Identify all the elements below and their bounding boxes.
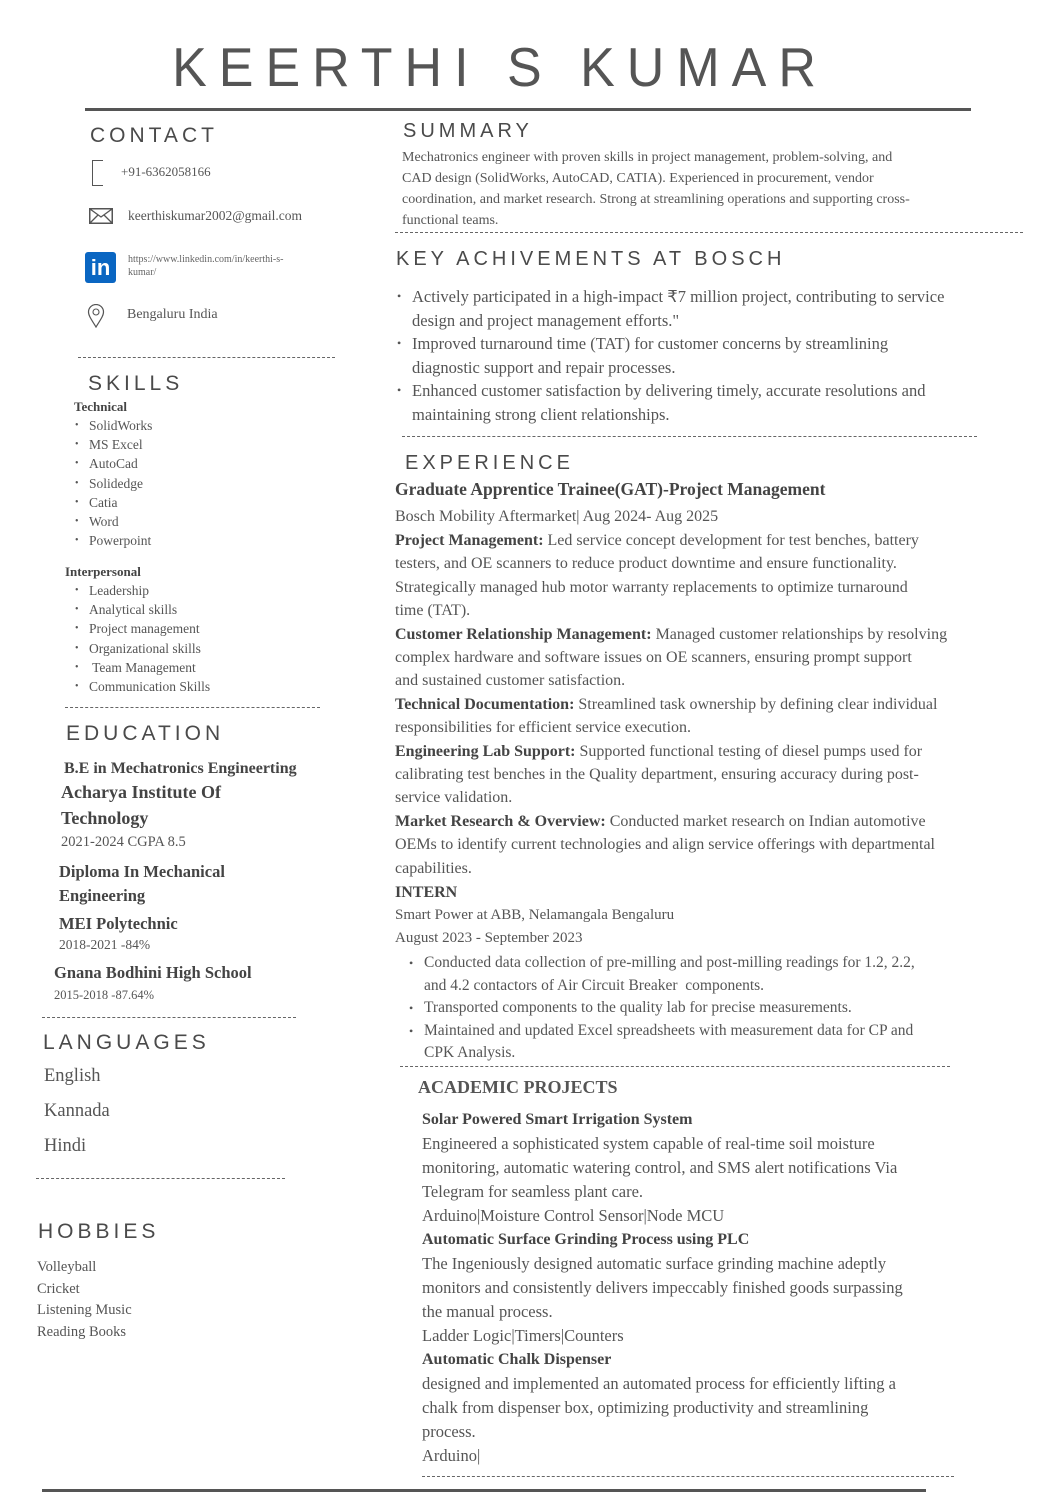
skill-item: • AutoCad — [73, 454, 152, 473]
experience-entry: Project Management: Led service concept development for test benches, battery testers, and OE scanners to reduce product downtime and ensure functionality. Strategically managed hub motor warranty replacements to optimize turnaround time (TAT). — [395, 532, 919, 620]
project-tags: Arduino| — [422, 1446, 481, 1465]
projects-heading: ACADEMIC PROJECTS — [418, 1077, 618, 1097]
education-heading: EDUCATION — [66, 722, 225, 745]
linkedin-url-line2: kumar/ — [128, 267, 157, 278]
phone-number: +91-6362058166 — [121, 164, 211, 179]
candidate-name: KEERTHI S KUMAR — [172, 37, 828, 99]
hobby-item: Volleyball — [37, 1259, 97, 1275]
section-divider — [78, 357, 335, 358]
hobbies-heading: HOBBIES — [38, 1220, 160, 1243]
entry-label: Technical Documentation: — [395, 695, 575, 713]
experience-details — [395, 529, 1020, 880]
location-text: Bengaluru India — [127, 307, 218, 322]
section-divider — [422, 1476, 954, 1477]
high-school: Gnana Bodhini High School — [54, 963, 252, 982]
section-divider — [42, 1017, 296, 1018]
intern-duty-item: • Conducted data collection of pre-milling and post-milling readings for 1.2, 2.2, and 4.2 contactors of Air Circuit Breaker components. — [408, 952, 1008, 997]
summary-text — [402, 147, 1022, 231]
skill-item: • SolidWorks — [73, 416, 152, 435]
be-degree: B.E in Mechatronics Engineerting — [64, 760, 297, 777]
language-item: Kannada — [44, 1101, 110, 1121]
achievements-heading: KEY ACHIVEMENTS AT BOSCH — [396, 248, 786, 270]
skill-item: • Leadership — [73, 581, 210, 600]
intern-dates: August 2023 - September 2023 — [395, 930, 583, 946]
experience-entry: Engineering Lab Support: Supported functional testing of diesel pumps used for calibrating test benches in the Quality department, ensuring accuracy during post- service validation. — [395, 742, 923, 807]
intern-duty-item: • Maintained and updated Excel spreadsheets with measurement data for CP and CPK Analysis. — [408, 1020, 1008, 1065]
experience-entry: Technical Documentation: Streamlined task ownership by defining clear individual responsibilities for efficient service execution. — [395, 695, 938, 737]
skill-item: • Team Management — [73, 658, 210, 677]
achievement-item: • Actively participated in a high-impact ₹7 million project, contributing to service design and project management efforts." — [396, 285, 1016, 332]
contact-heading: CONTACT — [90, 124, 218, 147]
intern-company: Smart Power at ABB, Nelamangala Bengaluru — [395, 907, 675, 923]
project-item: Automatic Surface Grinding Process using PLC The Ingeniously designed automatic surface grinding machine adeptly monitors and consistently delivers impeccably finished goods surpassing the manual process. Ladder Logic|Timers|Counters — [422, 1228, 1012, 1348]
diploma-school: MEI Polytechnic — [59, 914, 178, 933]
entry-label: Project Management: — [395, 532, 544, 549]
summary-line: CAD design (SolidWorks, AutoCAD, CATIA). Experienced in procurement, vendor — [402, 171, 874, 186]
technical-skills-list — [73, 416, 152, 550]
achievements-list — [396, 285, 1016, 426]
summary-line: functional teams. — [402, 213, 499, 228]
hobbies-list — [37, 1257, 132, 1343]
summary-line: Mechatronics engineer with proven skills in project management, problem-solving, and — [402, 150, 893, 165]
interpersonal-skills-label: Interpersonal — [65, 564, 141, 579]
entry-label: Market Research & Overview: — [395, 812, 606, 830]
contact-email — [89, 208, 302, 229]
hobby-item: Reading Books — [37, 1323, 127, 1340]
project-item: Solar Powered Smart Irrigation System Engineered a sophisticated system capable of real-time soil moisture monitoring, automatic watering control, and SMS alert notifications Via Telegram for seamless plant care. Arduino|Moisture Control Sensor|Node MCU — [422, 1108, 1012, 1228]
skill-item: • Solidedge — [73, 474, 152, 493]
experience-heading: EXPERIENCE — [405, 452, 574, 474]
job-company: Bosch Mobility Aftermarket| Aug 2024- Aug 2025 — [395, 508, 719, 525]
language-item: Hindi — [44, 1136, 87, 1156]
skills-heading: SKILLS — [88, 372, 184, 395]
skill-item: • Analytical skills — [73, 600, 210, 619]
skill-item: • Project management — [73, 619, 210, 638]
project-item: Automatic Chalk Dispenser designed and implemented an automated process for efficiently lifting a chalk from dispenser box, optimizing productivity and streamlining process. Arduino| — [422, 1348, 1012, 1468]
entry-label: Engineering Lab Support: — [395, 742, 576, 760]
summary-heading: SUMMARY — [403, 120, 533, 142]
section-divider — [36, 1178, 285, 1179]
be-school-line1: Acharya Institute Of — [61, 782, 221, 802]
linkedin-icon: in — [85, 252, 116, 283]
linkedin-link[interactable] — [128, 253, 283, 279]
header-divider — [85, 108, 971, 111]
project-tags: Arduino|Moisture Control Sensor|Node MCU — [422, 1206, 725, 1225]
skill-item: • Word — [73, 512, 152, 531]
projects-list — [422, 1108, 1012, 1468]
section-divider — [395, 232, 1023, 233]
skill-item: • Powerpoint — [73, 531, 152, 550]
contact-linkedin — [85, 252, 283, 283]
achievement-item: • Enhanced customer satisfaction by delivering timely, accurate resolutions and maintaining strong client relationships. — [396, 379, 1016, 426]
technical-skills-label: Technical — [74, 399, 127, 414]
contact-phone — [92, 160, 211, 186]
project-name: Solar Powered Smart Irrigation System — [422, 1111, 693, 1128]
hobby-item: Cricket — [37, 1280, 80, 1297]
section-divider — [65, 707, 320, 708]
project-name: Automatic Surface Grinding Process using PLC — [422, 1231, 750, 1248]
summary-line: coordination, and market research. Strong at streamlining operations and supporting cross- — [402, 192, 910, 207]
linkedin-url-line1: https://www.linkedin.com/in/keerthi-s- — [128, 254, 284, 265]
phone-icon — [92, 160, 103, 186]
achievement-item: • Improved turnaround time (TAT) for customer concerns by streamlining diagnostic support and repair processes. — [396, 332, 1016, 379]
location-pin-icon — [87, 304, 105, 333]
diploma-line2: Engineering — [59, 886, 146, 905]
hobby-item: Listening Music — [37, 1302, 132, 1318]
intern-title: INTERN — [395, 884, 458, 901]
diploma-years: 2018-2021 -84% — [59, 937, 151, 952]
skill-item: • Catia — [73, 493, 152, 512]
email-link[interactable]: keerthiskumar2002@gmail.com — [128, 208, 303, 223]
be-school-line2: Technology — [61, 808, 149, 828]
section-divider — [400, 1066, 950, 1067]
job-title: Graduate Apprentice Trainee(GAT)-Project Management — [395, 479, 826, 499]
interpersonal-skills-list — [73, 581, 210, 696]
experience-entry: Market Research & Overview: Conducted market research on Indian automotive OEMs to identify current technologies and align service offerings with departmental capabilities. — [395, 812, 935, 877]
footer-divider — [42, 1489, 926, 1492]
language-item: English — [44, 1066, 101, 1086]
experience-entry: Customer Relationship Management: Managed customer relationships by resolving complex hardware and software issues on OE scanners, ensuring prompt support and sustained customer satisfaction. — [395, 625, 948, 690]
high-school-years: 2015-2018 -87.64% — [54, 988, 154, 1002]
diploma-line1: Diploma In Mechanical — [59, 862, 225, 881]
be-years: 2021-2024 CGPA 8.5 — [61, 834, 186, 850]
contact-location — [87, 304, 218, 333]
intern-duty-item: • Transported components to the quality lab for precise measurements. — [408, 997, 1008, 1020]
intern-duties-list — [408, 952, 1008, 1065]
entry-label: Customer Relationship Management: — [395, 625, 652, 643]
project-name: Automatic Chalk Dispenser — [422, 1351, 612, 1368]
section-divider — [402, 436, 977, 437]
project-tags: Ladder Logic|Timers|Counters — [422, 1326, 624, 1345]
languages-heading: LANGUAGES — [43, 1031, 210, 1054]
email-icon — [89, 208, 113, 229]
skill-item: • Communication Skills — [73, 677, 210, 696]
skill-item: • MS Excel — [73, 435, 152, 454]
skill-item: • Organizational skills — [73, 639, 210, 658]
